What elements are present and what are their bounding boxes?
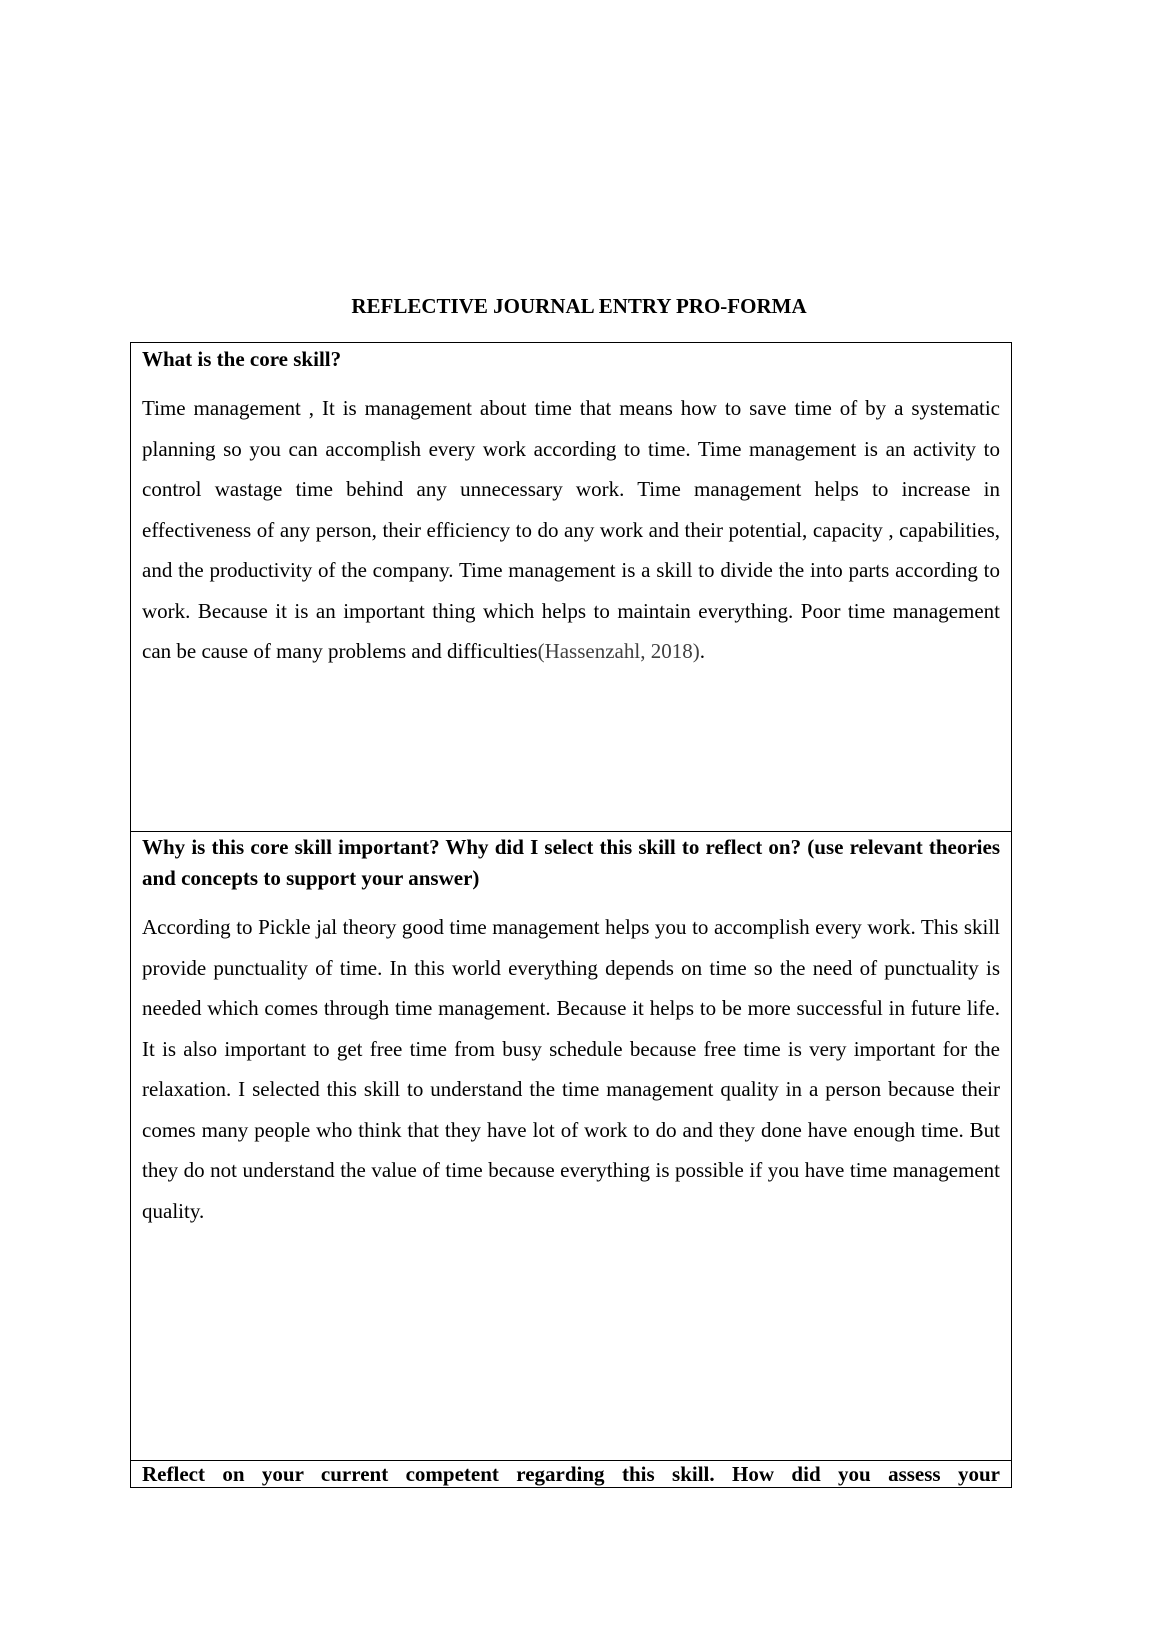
core-skill-answer-text: Time management , It is management about time that means how to save time of by a systematic planning so you can accomplish every work according to time. Time management is an activity to control wastage time behind any unnecessary work. Time management helps to increase in effectiveness of any person, their efficiency to do any work and their potential, capacity , capabilities, and the productivity of the company. Time management is a skill to divide the into parts according to work. Because it is an important thing which helps to maintain everything. Poor time management can be cause of many problems and difficulties	[142, 396, 1000, 663]
importance-section	[131, 831, 1011, 1460]
journal-entry-table	[130, 342, 1012, 1488]
core-skill-section	[131, 343, 1011, 831]
importance-question: Why is this core skill important? Why did I select this skill to reflect on? (use relevant theories and concepts to support your answer)	[142, 835, 1000, 890]
core-skill-citation: (Hassenzahl, 2018)	[537, 639, 700, 663]
core-skill-answer	[142, 388, 1000, 672]
importance-answer: According to Pickle jal theory good time management helps you to accomplish every work. This skill provide punctuality of time. In this world everything depends on time so the need of punctuality is needed which comes through time management. Because it helps to be more successful in future life. It is also important to get free time from busy schedule because free time is very important for the relaxation. I selected this skill to understand the time management quality in a person because their comes many people who think that they have lot of work to do and they done have enough time. But they do not understand the value of time because everything is possible if you have time management quality.	[142, 915, 1000, 1223]
core-skill-answer-end: .	[699, 639, 705, 663]
core-skill-question: What is the core skill?	[142, 347, 342, 371]
competence-section	[131, 1460, 1011, 1487]
competence-question: Reflect on your current competent regarding this skill. How did you assess your	[142, 1462, 1000, 1486]
document-title: REFLECTIVE JOURNAL ENTRY PRO-FORMA	[351, 294, 807, 318]
